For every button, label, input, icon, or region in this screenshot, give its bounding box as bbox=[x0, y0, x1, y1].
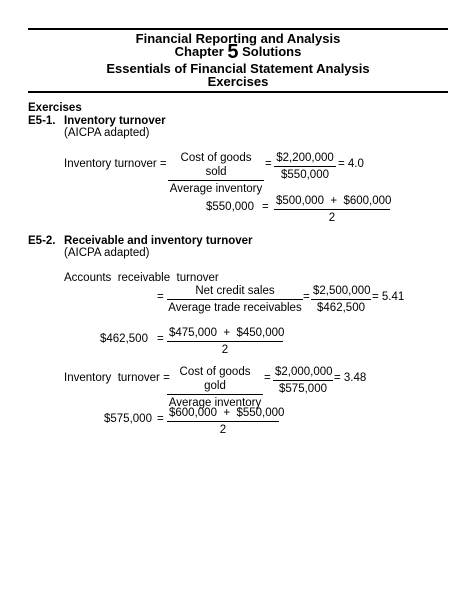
e2-title: Receivable and inventory turnover bbox=[64, 235, 253, 247]
e2-ar-label: Accounts receivable turnover bbox=[64, 272, 219, 284]
e2-inv-formula-numerator: Cost of goods gold bbox=[167, 365, 263, 395]
e2-inv-fraction-values bbox=[273, 365, 333, 396]
e2-source: (AICPA adapted) bbox=[64, 247, 150, 259]
e2-inv-avg-label: $575,000 bbox=[104, 413, 152, 425]
e1-avg-equals: = bbox=[262, 201, 269, 213]
e2-inv-formula-denominator: Average inventory bbox=[168, 397, 262, 409]
e2-inv-fraction-average bbox=[167, 406, 285, 437]
e1-avg-denominator: 2 bbox=[328, 212, 336, 224]
e2-number: E5-2. bbox=[28, 235, 56, 247]
header-line-4: Exercises bbox=[207, 74, 269, 89]
e2-inv-values-numerator: $2,000,000 bbox=[273, 365, 333, 381]
e2-ar-fraction-values bbox=[311, 284, 371, 315]
e2-inv-label: Inventory turnover = bbox=[64, 372, 170, 384]
e1-fraction-average bbox=[274, 194, 390, 225]
e2-ar-equals: = bbox=[157, 291, 164, 303]
e2-ar-formula-denominator: Average trade receivables bbox=[168, 302, 302, 314]
e1-result: = 4.0 bbox=[338, 158, 364, 170]
chapter-suffix: Solutions bbox=[242, 44, 302, 59]
e1-title: Inventory turnover bbox=[64, 115, 166, 127]
e2-inv-result: = 3.48 bbox=[334, 372, 367, 384]
e2-inv-avg-equals: = bbox=[157, 413, 164, 425]
e2-ar-equals-2: = bbox=[303, 291, 310, 303]
e2-ar-result: = 5.41 bbox=[372, 291, 405, 303]
e2-ar-avg-equals: = bbox=[157, 333, 164, 345]
e2-ar-formula-numerator: Net credit sales bbox=[167, 284, 303, 300]
header-line-1: Financial Reporting and Analysis bbox=[135, 31, 341, 46]
e2-ar-avg-numerator: $475,000 + $450,000 bbox=[167, 326, 283, 342]
e1-fraction-formula bbox=[168, 151, 264, 196]
e1-fraction-values bbox=[274, 151, 336, 182]
e1-number: E5-1. bbox=[28, 115, 56, 127]
e2-ar-fraction-formula bbox=[167, 284, 303, 315]
bottom-rule bbox=[28, 91, 448, 93]
e2-inv-avg-denominator: 2 bbox=[219, 424, 227, 436]
e2-inv-fraction-formula bbox=[167, 365, 263, 410]
e2-ar-fraction-average bbox=[167, 326, 283, 357]
chapter-number: 5 bbox=[227, 41, 239, 63]
top-rule bbox=[28, 28, 448, 30]
e2-inv-avg-numerator: $600,000 + $550,000 bbox=[167, 406, 279, 422]
e1-formula-numerator: Cost of goods sold bbox=[168, 151, 264, 181]
e1-formula-denominator: Average inventory bbox=[169, 183, 263, 195]
e2-inv-equals-2: = bbox=[264, 372, 271, 384]
e1-avg-numerator: $500,000 + $600,000 bbox=[274, 194, 390, 210]
e2-inv-values-denominator: $575,000 bbox=[279, 383, 327, 395]
section-label: Exercises bbox=[28, 102, 82, 114]
e1-values-denominator: $550,000 bbox=[281, 169, 329, 181]
e1-source: (AICPA adapted) bbox=[64, 127, 150, 139]
e2-ar-avg-denominator: 2 bbox=[221, 344, 229, 356]
header-line-3: Essentials of Financial Statement Analysis bbox=[106, 61, 370, 76]
e2-ar-values-denominator: $462,500 bbox=[317, 302, 365, 314]
e1-values-numerator: $2,200,000 bbox=[274, 151, 336, 167]
e1-avg-label: $550,000 bbox=[206, 201, 254, 213]
e1-label: Inventory turnover = bbox=[64, 158, 167, 170]
e2-ar-avg-label: $462,500 bbox=[100, 333, 148, 345]
e2-ar-values-numerator: $2,500,000 bbox=[311, 284, 371, 300]
chapter-word: Chapter bbox=[174, 44, 224, 59]
e1-equals: = bbox=[265, 158, 272, 170]
